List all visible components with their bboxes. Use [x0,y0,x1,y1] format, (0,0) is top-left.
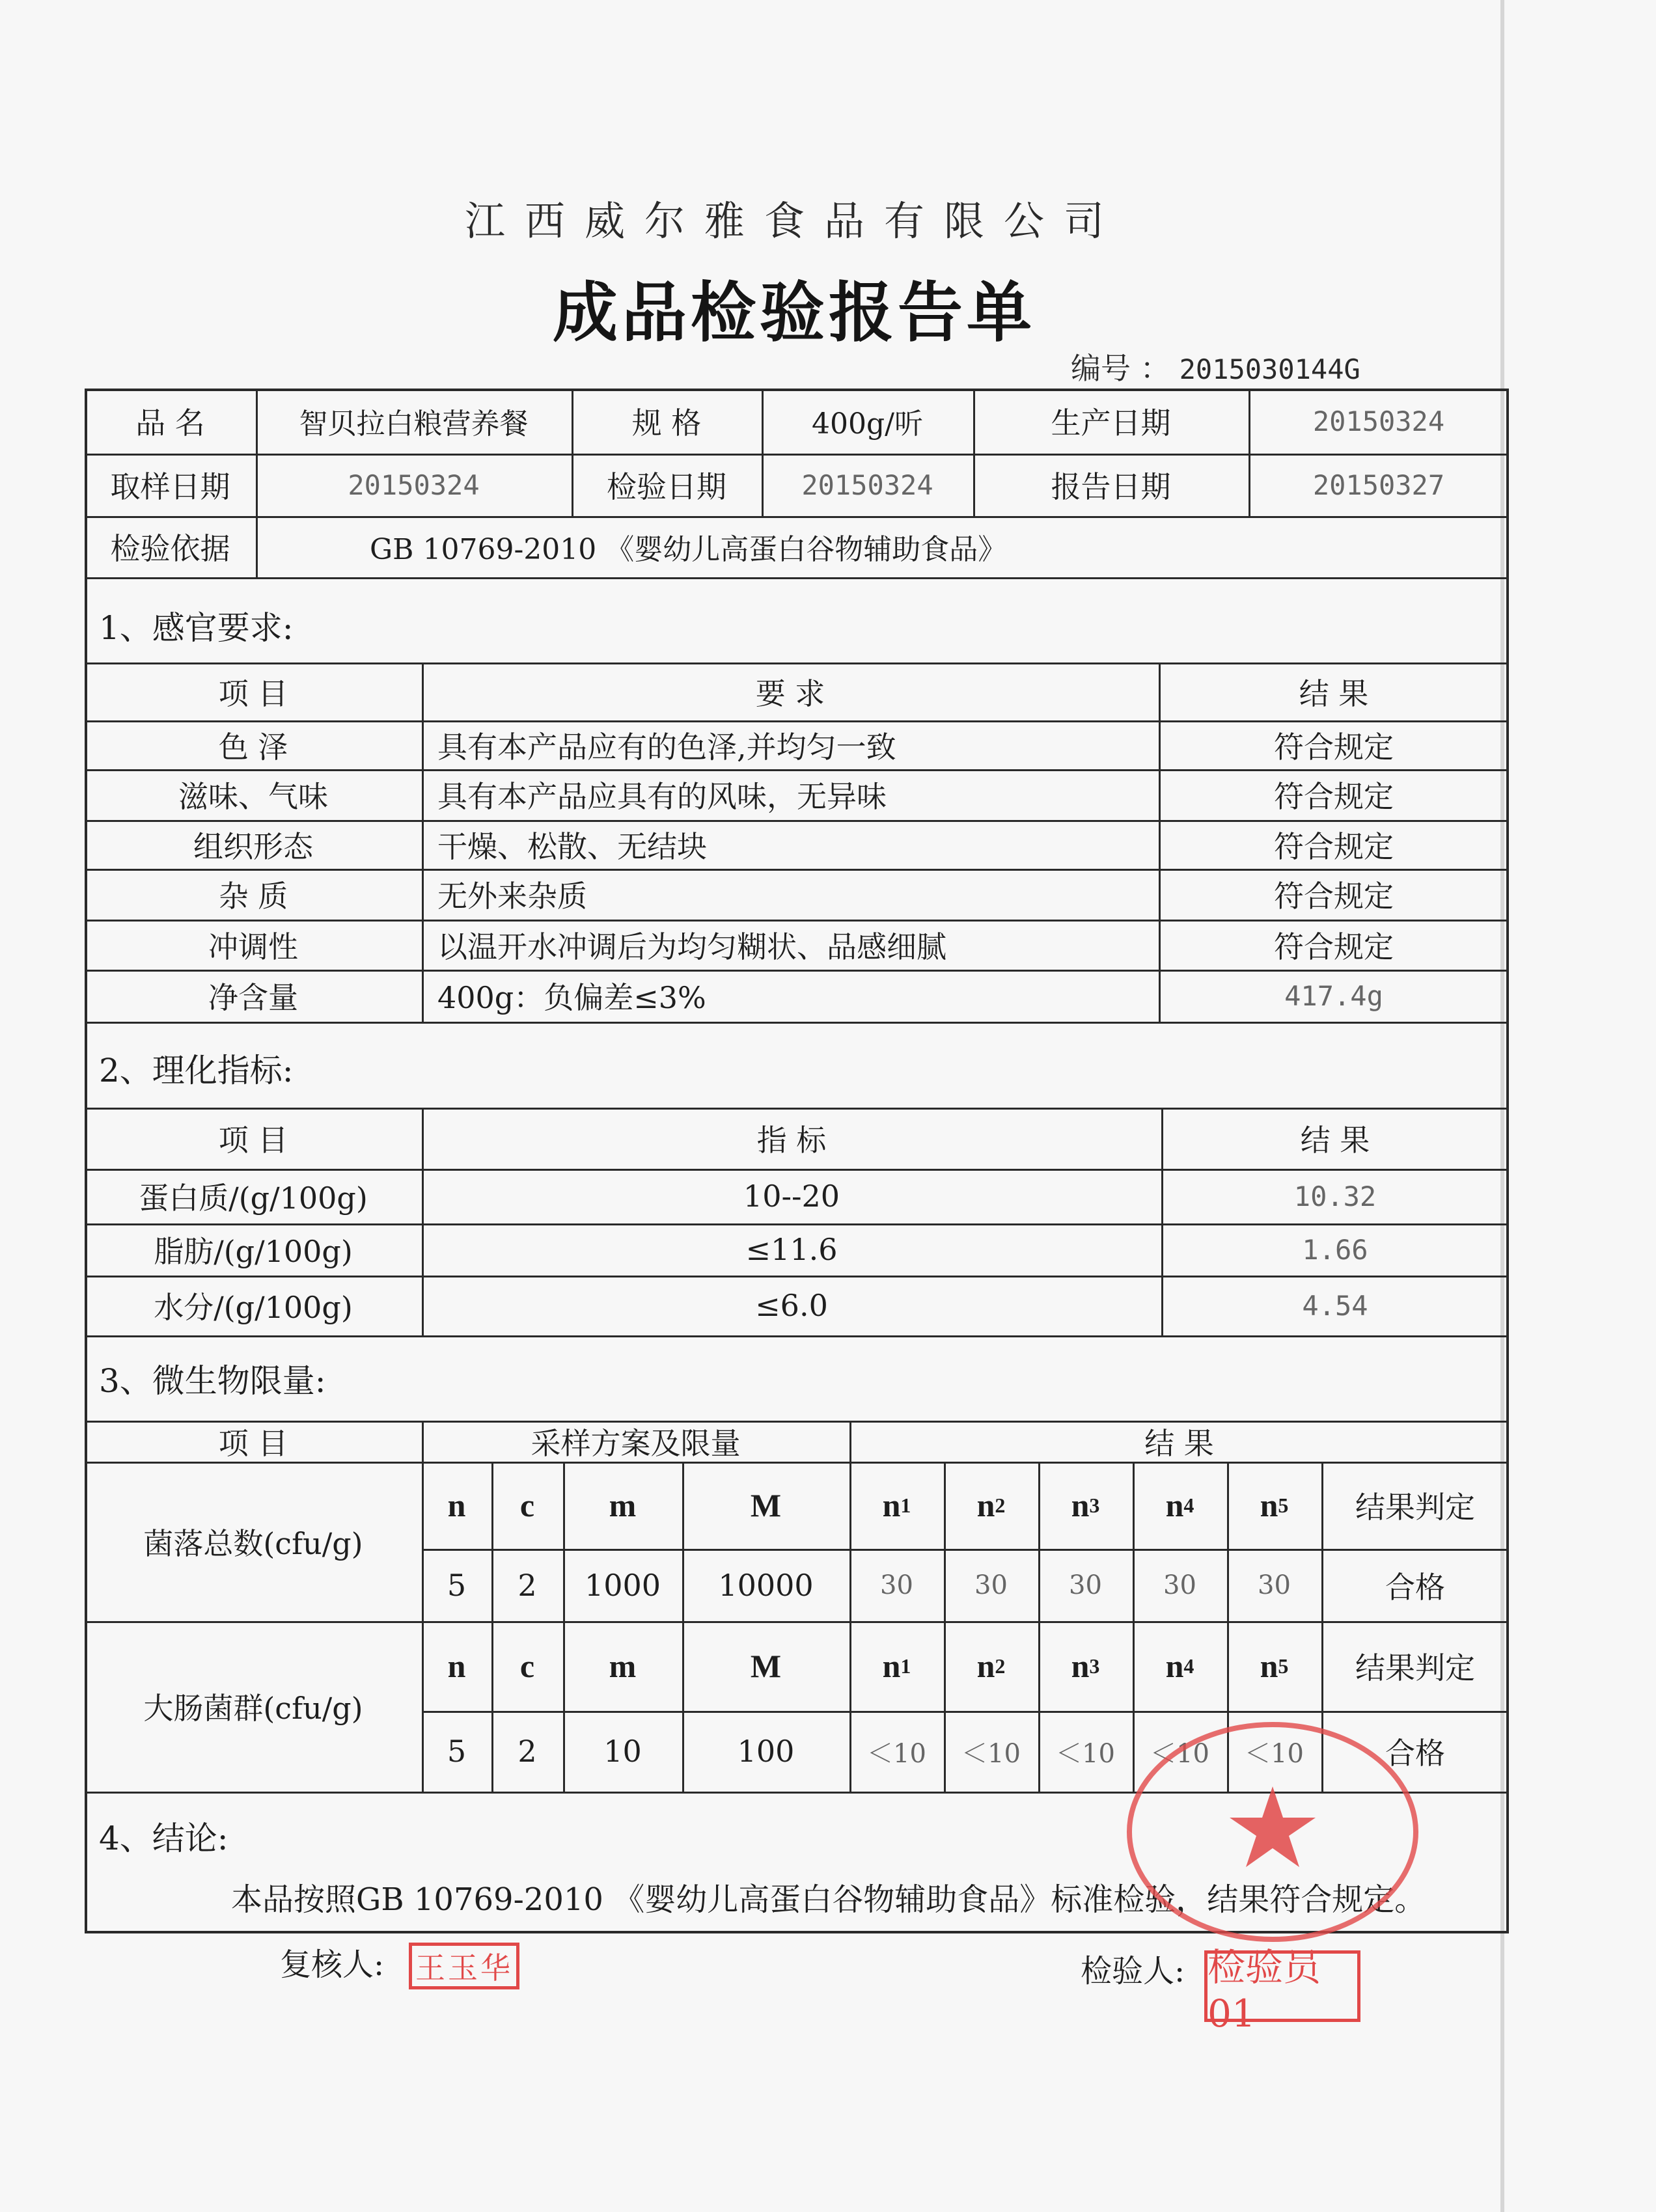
inspector-label: 检验人: [1081,1953,1185,1989]
table-cell: 30 [1163,1570,1196,1600]
sensory-col-req: 要 求 [755,676,825,711]
table-cell: 合格 [1385,1736,1445,1771]
section-heading-micro: 3、微生物限量: [99,1362,326,1400]
reviewer-stamp: 王玉华 [409,1943,519,1989]
serial-label: 编号 ： [1071,351,1170,386]
sample-date-label: 取样日期 [110,469,230,504]
section-heading-conclusion: 4、结论: [99,1820,228,1857]
table-cell: n 4 [1165,1648,1194,1684]
table-cell: c [519,1648,535,1684]
table-cell: m [609,1648,637,1684]
reviewer-label: 复核人: [280,1946,385,1983]
table-cell: 无外来杂质 [437,879,587,914]
serial-number [1071,345,1360,388]
table-cell: n 1 [882,1648,911,1684]
sample-date-value: 20150324 [348,469,480,501]
table-cell: n 5 [1260,1648,1289,1684]
table-cell: 2 [518,1567,537,1603]
table-cell: ＜10 [1245,1738,1304,1769]
table-cell: 具有本产品应具有的风味，无异味 [437,779,887,814]
table-cell: 符合规定 [1274,779,1394,814]
table-cell: ＜10 [867,1738,926,1769]
table-cell: 4.54 [1302,1289,1368,1322]
table-cell: 结果判定 [1355,1490,1475,1525]
table-cell: n [447,1487,466,1523]
table-cell: 蛋白质/(g/100g) [139,1181,368,1216]
table-cell: 符合规定 [1274,729,1394,765]
test-date-value: 20150324 [801,469,933,501]
section-heading-sensory: 1、感官要求: [99,609,294,647]
table-cell: n 4 [1165,1487,1194,1523]
table-cell: 大肠菌群(cfu/g) [143,1691,363,1726]
table-cell: ＜10 [961,1738,1021,1769]
table-cell: 30 [974,1570,1008,1600]
divider [85,1022,1509,1024]
table-cell: n 2 [976,1487,1006,1523]
table-cell: m [609,1487,637,1523]
table-cell: 5 [447,1567,467,1603]
table-cell: n 3 [1071,1648,1100,1684]
spec-label: 规 格 [631,405,702,441]
table-cell: 符合规定 [1274,929,1394,964]
table-cell: 100 [737,1734,795,1769]
table-cell: c [519,1487,535,1523]
table-cell: 符合规定 [1274,879,1394,914]
micro-col-item: 项 目 [218,1425,288,1461]
table-cell: 合格 [1385,1569,1445,1605]
table-cell: ＜10 [1056,1738,1115,1769]
table-cell: 1.66 [1302,1233,1368,1266]
report-date-value: 20150327 [1312,469,1445,501]
table-cell: 结果判定 [1355,1650,1475,1686]
company-name: 江西威尔雅食品有限公司 [464,197,1124,245]
table-cell: 30 [1258,1570,1291,1600]
physchem-col-item: 项 目 [218,1123,288,1158]
basis-label: 检验依据 [110,531,230,566]
conclusion-text: 本品按照GB 10769-2010 《婴幼儿高蛋白谷物辅助食品》标准检验，结果符合规定。 [231,1881,1426,1918]
table-cell: 脂肪/(g/100g) [154,1234,353,1269]
table-cell: ≤11.6 [745,1232,838,1267]
micro-col-result: 结 果 [1144,1425,1214,1461]
table-cell: 400g：负偏差≤3% [437,980,706,1015]
table-cell: 2 [518,1734,537,1769]
table-cell: 冲调性 [208,929,298,964]
table-cell: M [750,1487,782,1523]
inspection-seal-stamp [1116,1715,1429,1949]
section-heading-physchem: 2、理化指标: [99,1052,294,1089]
table-cell: 色 泽 [218,729,288,765]
divider [85,577,1509,579]
product-label: 品 名 [135,405,205,441]
physchem-col-index: 指 标 [756,1123,827,1158]
table-cell: 杂 质 [218,879,288,914]
table-cell: 10000 [718,1567,814,1603]
prod-date-label: 生产日期 [1051,405,1171,441]
table-cell: 菌落总数(cfu/g) [143,1525,363,1561]
table-cell: M [750,1648,782,1684]
table-cell: 10.32 [1293,1180,1377,1212]
table-cell: 1000 [584,1567,661,1603]
table-cell: 净含量 [208,980,298,1015]
table-cell: 30 [880,1570,913,1600]
sensory-col-item: 项 目 [218,676,288,711]
table-cell: 水分/(g/100g) [154,1290,353,1325]
table-cell: ＜10 [1150,1738,1209,1769]
spec-value: 400g/听 [812,407,923,441]
serial-value: 2015030144G [1179,353,1360,385]
report-date-label: 报告日期 [1051,469,1171,504]
table-cell: 干燥、松散、无结块 [437,828,707,864]
table-cell: n 2 [976,1648,1006,1684]
table-cell: 5 [447,1734,467,1769]
test-date-label: 检验日期 [607,469,726,504]
table-cell: ≤6.0 [755,1288,828,1323]
table-cell: n 5 [1260,1487,1289,1523]
table-cell: 具有本产品应有的色泽,并均匀一致 [437,729,896,765]
divider [85,1335,1509,1337]
product-value: 智贝拉白粮营养餐 [299,407,529,441]
micro-col-plan: 采样方案及限量 [531,1425,741,1461]
report-title: 成品检验报告单 [553,274,1036,351]
inspector-stamp: 检验员01 [1204,1950,1360,2022]
table-cell: n 1 [882,1487,911,1523]
table-cell: 以温开水冲调后为均匀糊状、品感细腻 [437,929,946,964]
table-cell: 符合规定 [1274,828,1394,864]
sensory-col-result: 结 果 [1299,676,1369,711]
basis-value: GB 10769-2010 《婴幼儿高蛋白谷物辅助食品》 [370,533,1007,566]
table-cell: 滋味、气味 [178,779,328,814]
table-cell: 10 [603,1734,642,1769]
table-cell: n [447,1648,466,1684]
physchem-col-result: 结 果 [1300,1123,1370,1158]
table-cell: 30 [1069,1570,1102,1600]
table-cell: 10--20 [743,1179,840,1214]
table-cell: n 3 [1071,1487,1100,1523]
prod-date-value: 20150324 [1312,405,1445,437]
table-cell: 417.4g [1284,979,1383,1012]
table-cell: 组织形态 [193,828,313,864]
